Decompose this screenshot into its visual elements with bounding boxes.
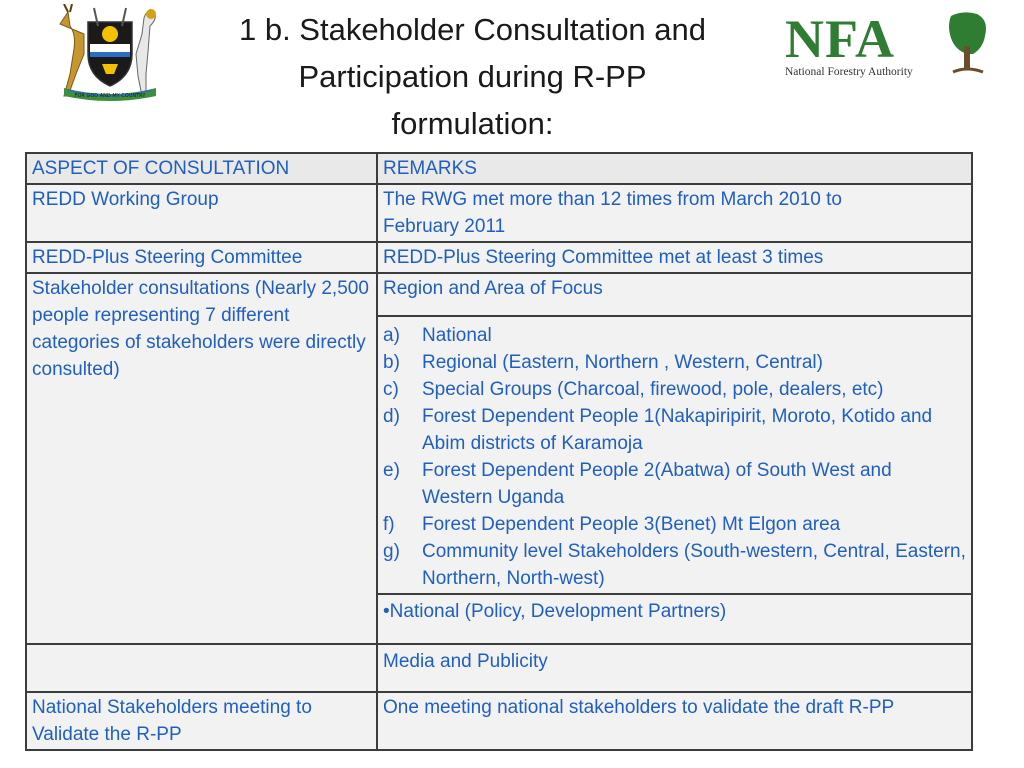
table-row [26,184,972,242]
page-title [195,6,750,147]
header-aspect: ASPECT OF CONSULTATION [26,153,377,184]
aspect-rwg: REDD Working Group [26,184,377,242]
remarks-region-list [377,316,972,594]
aspect-validation: National Stakeholders meeting to Validate the R-PP [26,692,377,750]
aspect-steering: REDD-Plus Steering Committee [26,242,377,273]
header-remarks: REMARKS [377,153,972,184]
remarks-steering: REDD-Plus Steering Committee met at least 3 times [377,242,972,273]
list-marker: b) [383,352,400,373]
nfa-wordmark: NFA [785,9,895,69]
remarks-rwg-line-2: February 2011 [383,216,506,237]
nfa-logo [785,8,990,83]
svg-text:FOR GOD AND MY COUNTRY: FOR GOD AND MY COUNTRY [74,93,146,99]
list-item [383,376,967,403]
list-item [383,403,967,457]
list-text: Forest Dependent People 3(Benet) Mt Elgon area [422,514,841,535]
list-item [383,511,967,538]
list-text: National [422,325,492,346]
aspect-stakeholder: Stakeholder consultations (Nearly 2,500 people representing 7 different categories of stakeholders were directly consulted) [26,273,377,644]
remarks-validation: One meeting national stakeholders to validate the draft R-PP [377,692,972,750]
remarks-national-bullet: •National (Policy, Development Partners) [377,594,972,644]
list-text: Forest Dependent People 1(Nakapiripirit, Moroto, Kotido and Abim districts of Karamoja [422,406,933,454]
title-line-3: formulation: [391,106,554,141]
list-item [383,457,967,511]
title-line-1: 1 b. Stakeholder Consultation and [238,12,707,47]
remarks-region-heading: Region and Area of Focus [377,273,972,316]
table-header-row [26,153,972,184]
uganda-coat-of-arms-logo [50,4,170,104]
table-row [26,273,972,316]
list-item [383,538,967,592]
list-marker: d) [383,406,400,427]
tree-icon [943,10,991,76]
table-row [26,242,972,273]
list-text: Special Groups (Charcoal, firewood, pole, dealers, etc) [422,379,884,400]
nfa-subtitle: National Forestry Authority [785,66,913,78]
list-marker: g) [383,541,400,562]
list-text: Forest Dependent People 2(Abatwa) of South West and Western Uganda [422,460,892,508]
consultation-table [25,152,973,751]
aspect-media [26,644,377,692]
list-item [383,322,967,349]
remarks-rwg-line-1: The RWG met more than 12 times from March 2010 to [383,189,842,210]
list-item [383,349,967,376]
table-row [26,692,972,750]
table-row [26,644,972,692]
list-text: Community level Stakeholders (South-western, Central, Eastern, Northern, North-west) [422,541,966,589]
remarks-rwg [377,184,972,242]
coat-of-arms-icon [50,4,170,104]
list-marker: a) [383,325,400,346]
title-line-2: Participation during R-PP [298,59,647,94]
remarks-media: Media and Publicity [377,644,972,692]
list-marker: e) [383,460,400,481]
list-text: Regional (Eastern, Northern , Western, Central) [422,352,823,373]
region-list [383,322,967,592]
list-marker: f) [383,514,395,535]
list-marker: c) [383,379,399,400]
